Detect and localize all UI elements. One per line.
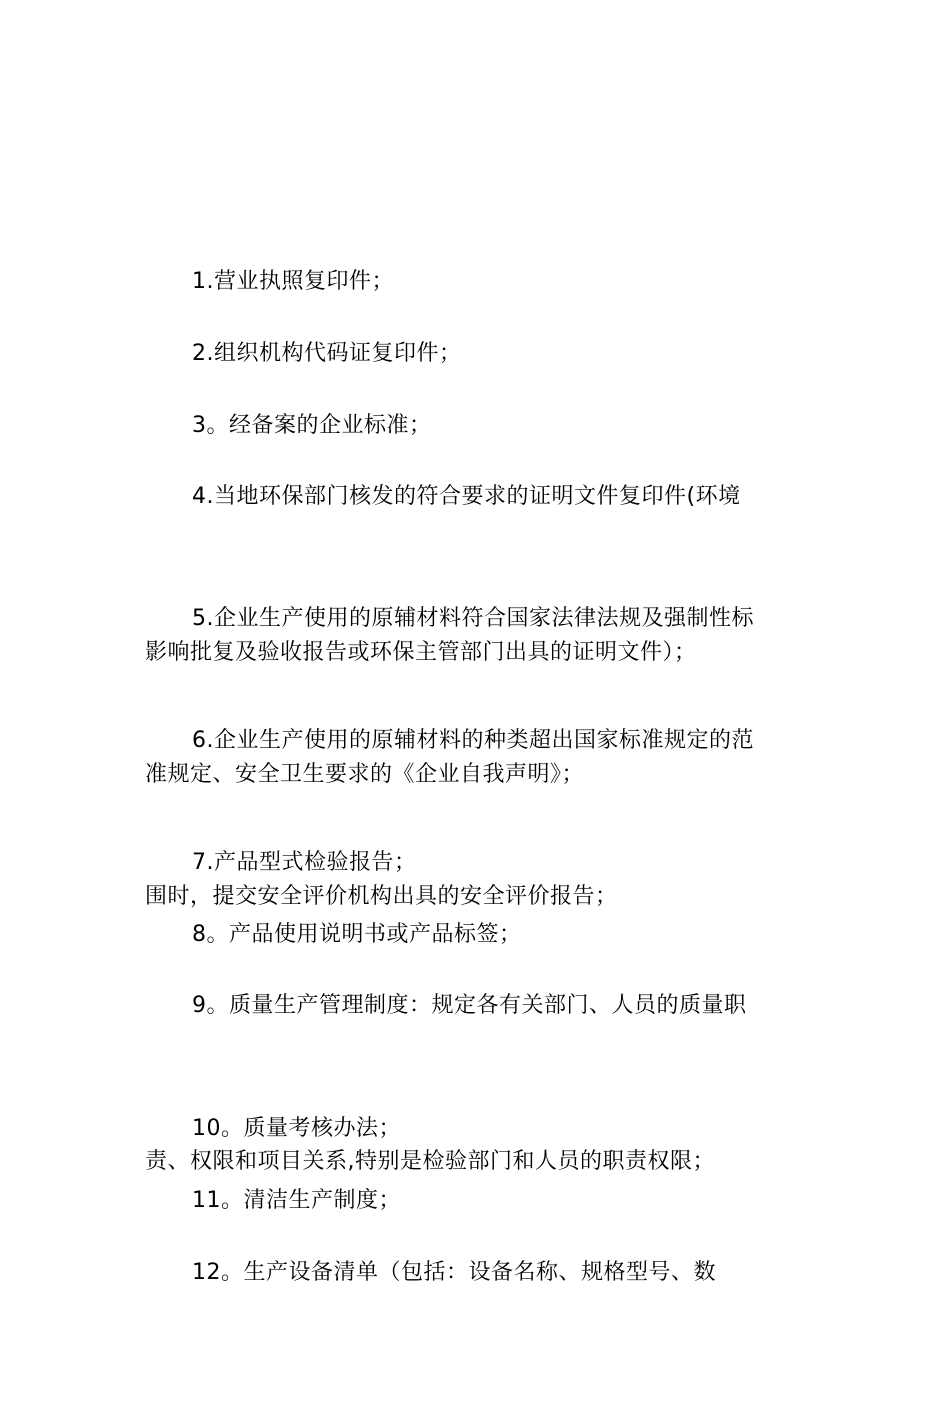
list-item-continuation: 影响批复及验收报告或环保主管部门出具的证明文件）；	[145, 640, 697, 665]
list-item-text: 11。清洁生产制度；	[192, 1188, 401, 1213]
list-item-text: 5.企业生产使用的原辅材料符合国家法律法规及强制性标	[192, 606, 754, 631]
list-item-12	[145, 1143, 805, 1403]
list-item-text: 8。产品使用说明书或产品标签；	[192, 922, 522, 947]
list-item-text: 4.当地环保部门核发的符合要求的证明文件复印件(环境	[192, 484, 741, 509]
list-item-text: 1.营业执照复印件；	[192, 269, 394, 294]
list-item-text: 12。生产设备清单（包括：设备名称、规格型号、数	[192, 1260, 716, 1285]
list-item-text: 6.企业生产使用的原辅材料的种类超出国家标准规定的范	[192, 728, 754, 753]
list-item-text: 7.产品型式检验报告；	[192, 850, 417, 875]
list-item-text: 2.组织机构代码证复印件；	[192, 341, 462, 366]
list-item-text: 10。质量考核办法；	[192, 1116, 401, 1141]
list-item-text: 9。质量生产管理制度：规定各有关部门、人员的质量职	[192, 993, 747, 1018]
list-item-continuation: 责、权限和项目关系,特别是检验部门和人员的职责权限；	[145, 1149, 715, 1174]
list-item-continuation: 围时，提交安全评价机构出具的安全评价报告；	[145, 884, 618, 909]
list-item-continuation: 准规定、安全卫生要求的《企业自我声明》；	[145, 762, 585, 787]
list-item-text: 3。经备案的企业标准；	[192, 413, 432, 438]
